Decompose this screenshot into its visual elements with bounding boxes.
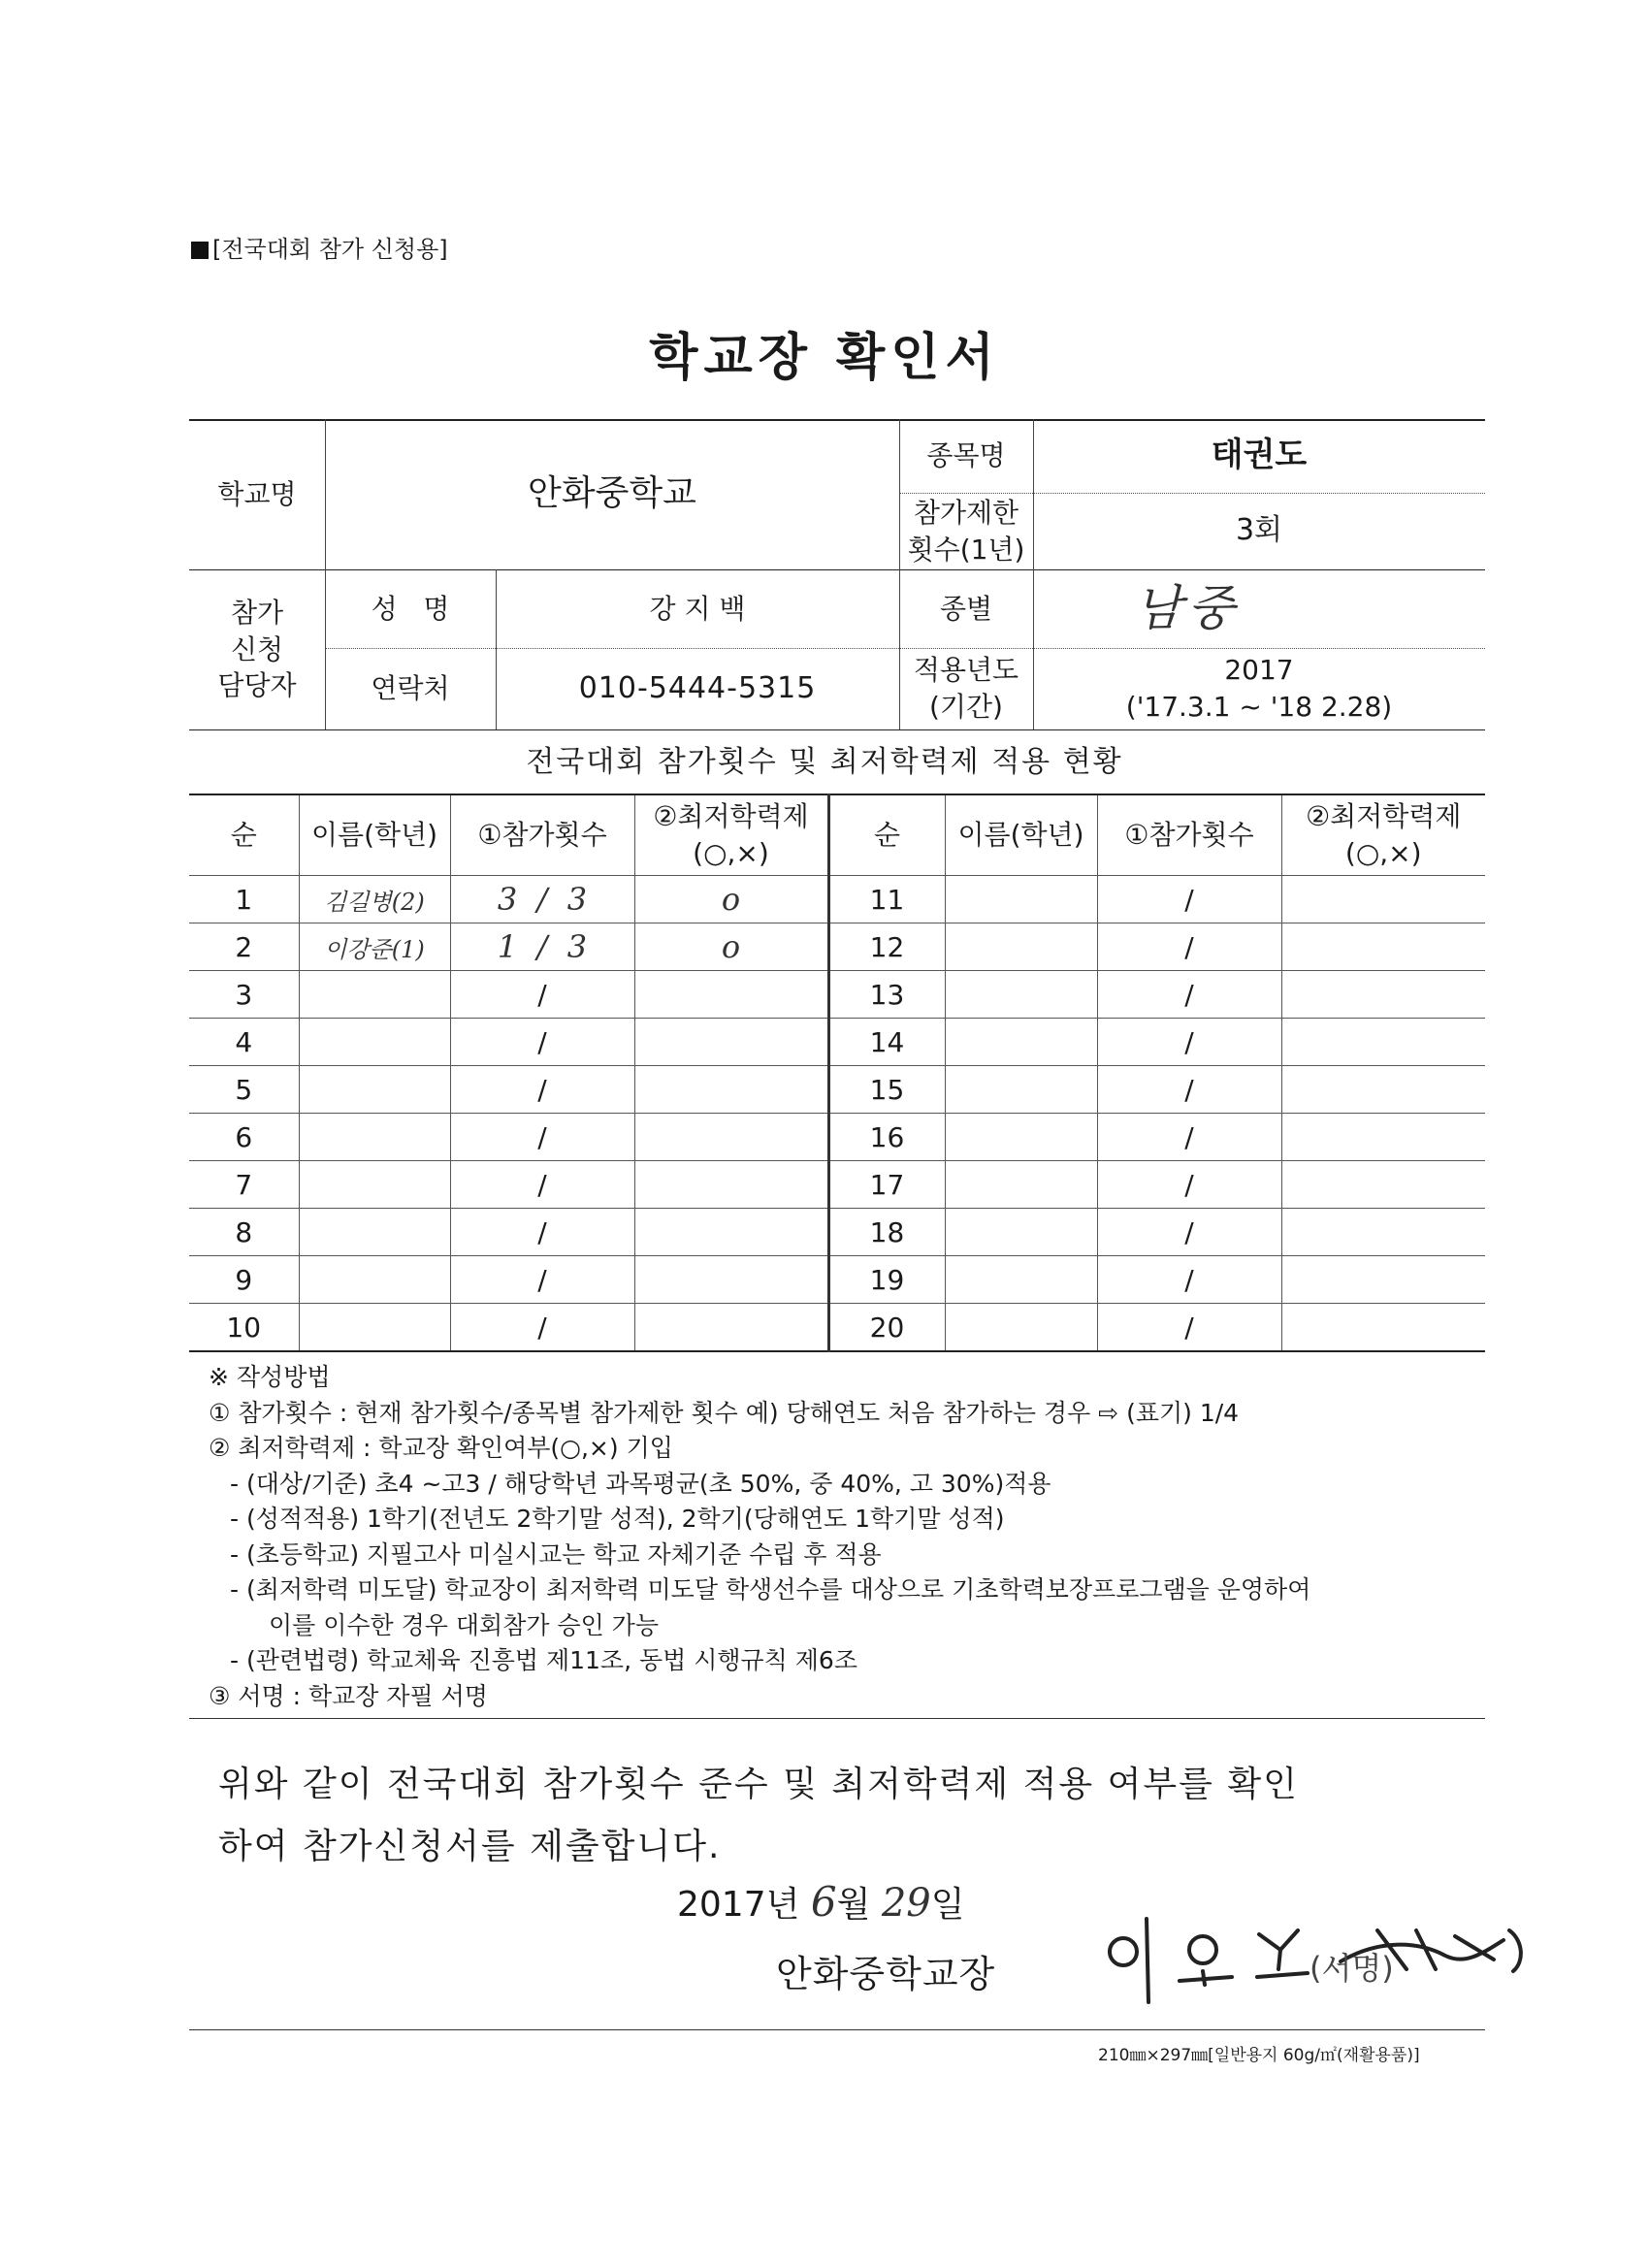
divider [189,1718,1485,1719]
header-no: 순 [189,794,299,876]
cell-no: 14 [828,1019,945,1066]
cell-min-academic: o [634,876,828,923]
signature-text [1591,1901,1592,1902]
header-min-academic: ②최저학력제 (○,×) [634,794,828,876]
contact-label: 연락처 [371,672,450,705]
cell-min-academic [634,1114,828,1161]
date-day-handwritten: 29 [881,1881,931,1926]
cell-no: 10 [189,1304,299,1352]
cell-min-academic [634,1066,828,1114]
cell-no: 4 [189,1019,299,1066]
cell-no: 15 [828,1066,945,1114]
table-row [189,923,1485,971]
statement-line-1: 위와 같이 전국대회 참가횟수 준수 및 최저학력제 적용 여부를 확인 [218,1765,1299,1804]
cell-name [945,876,1097,923]
cell-count: / [1097,923,1281,971]
cell-name [299,1209,450,1256]
cell-min-academic [1281,1304,1485,1352]
cell-count: / [1097,1161,1281,1209]
cell-count: / [1097,1304,1281,1352]
cell-no: 9 [189,1256,299,1304]
cell-count: / [1097,876,1281,923]
cell-count: / [450,1161,634,1209]
cell-no: 1 [189,876,299,923]
table-row [189,1114,1485,1161]
cell-no: 6 [189,1114,299,1161]
cell-count: / [450,1019,634,1066]
cell-name [945,1209,1097,1256]
header-count: ①참가횟수 [1097,794,1281,876]
cell-no: 17 [828,1161,945,1209]
cell-name: 김길병(2) [299,876,450,923]
note-subitem-continued: 이를 이수한 경우 대회참가 승인 가능 [269,1610,659,1639]
cell-name [299,1161,450,1209]
cell-min-academic [634,971,828,1019]
cell-min-academic [1281,1256,1485,1304]
table-row [189,1304,1485,1352]
info-block [189,419,1485,729]
cell-min-academic [634,1209,828,1256]
statement-line-2: 하여 참가신청서를 제출합니다. [218,1827,722,1866]
note-item: ② 최저학력제 : 학교장 확인여부(○,×) 기입 [209,1434,673,1462]
applied-year-label: 적용년도 (기간) [913,654,1019,723]
header-min-academic: ②최저학력제 (○,×) [1281,794,1485,876]
square-bullet-icon [191,242,209,259]
cell-no: 12 [828,923,945,971]
cell-name [299,1066,450,1114]
table-row [189,1019,1485,1066]
header-count: ①참가횟수 [450,794,634,876]
cell-count: 3 / 3 [450,876,634,923]
participation-limit-value: 3회 [1235,513,1283,548]
cell-count: / [450,971,634,1019]
cell-min-academic [1281,971,1485,1019]
form-type-tag [191,230,448,264]
cell-no: 3 [189,971,299,1019]
cell-name: 이강준(1) [299,923,450,971]
confirmation-statement [218,1754,1479,1878]
applied-year-value: 2017 ('17.3.1 ~ '18 2.28) [1125,654,1393,723]
participation-status-table [189,794,1485,1352]
cell-min-academic [1281,1161,1485,1209]
cell-min-academic [634,1304,828,1352]
form-type-label: [전국대회 참가 신청용] [212,236,448,263]
header-no: 순 [828,794,945,876]
cell-name [299,971,450,1019]
cell-no: 18 [828,1209,945,1256]
submission-date [677,1877,965,1927]
cell-min-academic [1281,876,1485,923]
cell-no: 11 [828,876,945,923]
cell-name [945,971,1097,1019]
cell-name [945,1161,1097,1209]
cell-no: 13 [828,971,945,1019]
table-row [189,1161,1485,1209]
date-month-handwritten: 6 [810,1878,837,1926]
table-row [189,876,1485,923]
cell-min-academic [1281,1209,1485,1256]
cell-count: 1 / 3 [450,923,634,971]
cell-no: 16 [828,1114,945,1161]
notes-heading: ※ 작성방법 [209,1363,331,1391]
cell-name [299,1114,450,1161]
note-subitem: - (관련법령) 학교체육 진흥법 제11조, 동법 시행규칙 제6조 [230,1646,857,1674]
cell-min-academic [634,1256,828,1304]
cell-count: / [1097,1019,1281,1066]
table-row [189,1209,1485,1256]
cell-count: / [450,1304,634,1352]
table-row [189,1066,1485,1114]
manager-label: 참가 신청 담당자 [217,596,297,702]
cell-name [299,1256,450,1304]
cell-count: / [450,1114,634,1161]
cell-no: 20 [828,1304,945,1352]
table-header-row [189,794,1485,876]
cell-count: / [1097,971,1281,1019]
instructions [209,1360,1310,1714]
cell-count: / [450,1256,634,1304]
table-row [189,1256,1485,1304]
cell-name [945,1019,1097,1066]
status-section-title: 전국대회 참가횟수 및 최저학력제 적용 현황 [526,745,1123,779]
event-value: 태권도 [1211,436,1308,475]
school-name-label: 학교명 [217,477,297,510]
cell-count: / [450,1066,634,1114]
cell-no: 8 [189,1209,299,1256]
cell-count: / [450,1209,634,1256]
cell-count: / [1097,1256,1281,1304]
category-value-handwritten: 남중 [1135,579,1241,636]
paper-spec-note: 210㎜×297㎜[일반용지 60g/㎡(재활용품)] [1098,2046,1420,2065]
cell-name [945,1256,1097,1304]
signature-label: (서명) [1310,1950,1394,1987]
date-month-unit: 월 [836,1885,871,1925]
school-name-value: 안화중학교 [528,473,696,514]
cell-name [299,1304,450,1352]
cell-min-academic [1281,1019,1485,1066]
category-label: 종별 [939,592,993,625]
cell-min-academic [1281,923,1485,971]
cell-min-academic [634,1161,828,1209]
cell-no: 19 [828,1256,945,1304]
header-name: 이름(학년) [299,794,450,876]
cell-name [299,1019,450,1066]
manager-name-label: 성 명 [371,592,450,625]
participation-limit-label: 참가제한 횟수(1년) [907,496,1025,566]
header-name: 이름(학년) [945,794,1097,876]
cell-name [945,923,1097,971]
note-item: ③ 서명 : 학교장 자필 서명 [209,1681,488,1710]
cell-count: / [1097,1209,1281,1256]
cell-no: 7 [189,1161,299,1209]
date-day-unit: 일 [930,1885,965,1925]
cell-no: 5 [189,1066,299,1114]
note-subitem: - (대상/기준) 초4 ~고3 / 해당학년 과목평균(초 50%, 중 40%, 고 30%)적용 [230,1469,1051,1498]
note-subitem: - (성적적용) 1학기(전년도 2학기말 성적), 2학기(당해연도 1학기말 성적) [230,1505,1005,1533]
note-subitem: - (초등학교) 지필고사 미실시교는 학교 자체기준 수립 후 적용 [230,1539,882,1569]
cell-name [945,1114,1097,1161]
manager-name-value: 강 지 백 [649,592,746,625]
bottom-divider [189,2029,1485,2030]
cell-min-academic: o [634,923,828,971]
contact-value: 010-5444-5315 [578,670,817,705]
cell-min-academic [1281,1066,1485,1114]
cell-min-academic [1281,1114,1485,1161]
note-subitem: - (최저학력 미도달) 학교장이 최저학력 미도달 학생선수를 대상으로 기초학력보장프로그램을 운영하여 [230,1575,1311,1604]
cell-name [945,1066,1097,1114]
note-item: ① 참가횟수 : 현재 참가횟수/종목별 참가제한 횟수 예) 당해연도 처음 참가하는 경우 ⇨ (표기) 1/4 [209,1398,1240,1427]
document-title: 학교장 확인서 [649,329,1000,387]
cell-name [945,1304,1097,1352]
cell-count: / [1097,1114,1281,1161]
cell-no: 2 [189,923,299,971]
table-body [189,876,1485,1352]
date-year: 2017년 [677,1885,800,1925]
principal-title: 안화중학교장 [776,1953,996,1995]
event-label: 종목명 [926,439,1006,472]
cell-count: / [1097,1066,1281,1114]
cell-min-academic [634,1019,828,1066]
table-row [189,971,1485,1019]
